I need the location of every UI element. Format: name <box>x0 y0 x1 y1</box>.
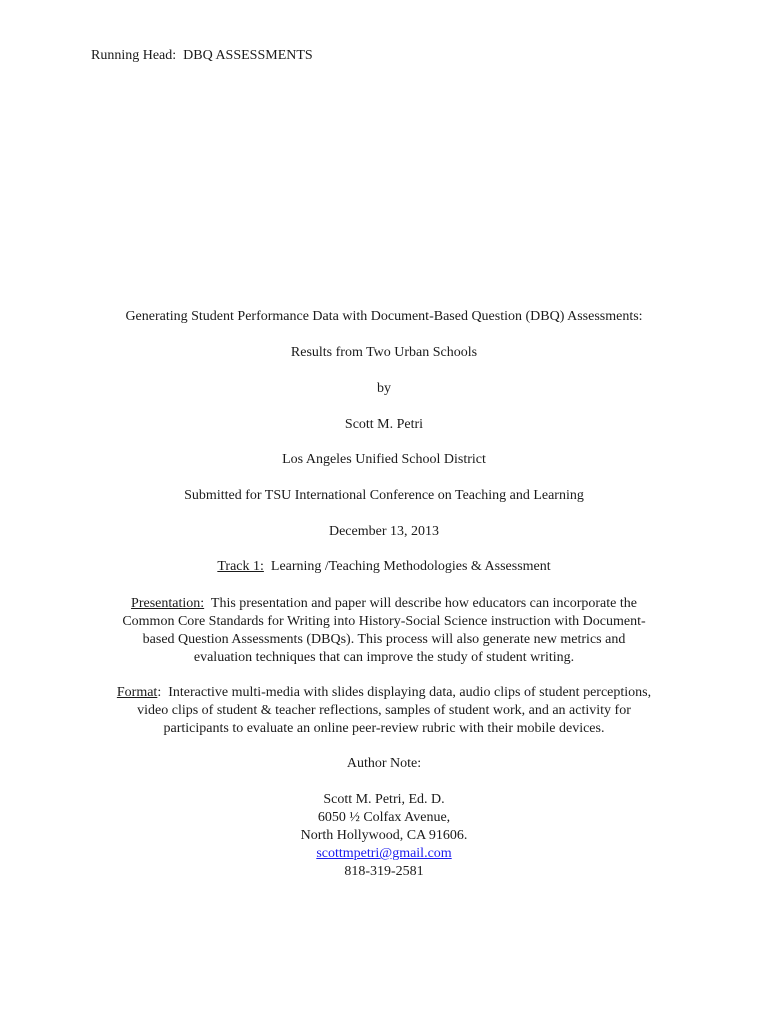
contact-street: 6050 ½ Colfax Avenue, <box>317 810 451 825</box>
submission-line: Submitted for TSU International Conference on Teaching and Learning <box>184 488 584 503</box>
email-link[interactable]: scottmpetri@gmail.com <box>316 846 452 861</box>
presentation-line-2: Common Core Standards for Writing into History-Social Science instruction with Document- <box>122 614 646 629</box>
track-text: Learning /Teaching Methodologies & Assessment <box>263 559 551 574</box>
presentation-line-4: evaluation techniques that can improve the study of student writing. <box>193 650 575 665</box>
author-name: Scott M. Petri <box>344 417 424 432</box>
affiliation: Los Angeles Unified School District <box>282 452 486 467</box>
author-contact <box>96 791 672 881</box>
author-note-heading: Author Note: <box>346 756 422 771</box>
date-line: December 13, 2013 <box>328 524 440 539</box>
format-line-3: participants to evaluate an online peer-review rubric with their mobile devices. <box>163 721 605 736</box>
paper-title: Generating Student Performance Data with Document-Based Question (DBQ) Assessments: <box>125 309 643 324</box>
presentation-label: Presentation: <box>131 596 205 611</box>
format-line-2: video clips of student & teacher reflections, samples of student work, and an activity for <box>137 703 631 718</box>
running-head: Running Head: DBQ ASSESSMENTS <box>91 48 313 63</box>
contact-name: Scott M. Petri, Ed. D. <box>323 792 445 807</box>
contact-phone: 818-319-2581 <box>344 864 424 879</box>
format-label: Format <box>116 685 158 700</box>
by-line: by <box>377 381 391 396</box>
track-label: Track 1: <box>217 559 264 574</box>
format-line-1: Format: Interactive multi-media with slides displaying data, audio clips of student perceptions, <box>116 685 652 700</box>
presentation-line-1: Presentation: This presentation and paper will describe how educators can incorporate the <box>131 596 637 611</box>
track-line <box>0 559 768 575</box>
presentation-line-3: based Question Assessments (DBQs). This process will also generate new metrics and <box>142 632 626 647</box>
format-paragraph <box>84 684 684 738</box>
presentation-paragraph <box>96 595 672 667</box>
paper-subtitle: Results from Two Urban Schools <box>290 345 478 360</box>
contact-city: North Hollywood, CA 91606. <box>300 828 468 843</box>
contact-email-line <box>96 845 672 863</box>
